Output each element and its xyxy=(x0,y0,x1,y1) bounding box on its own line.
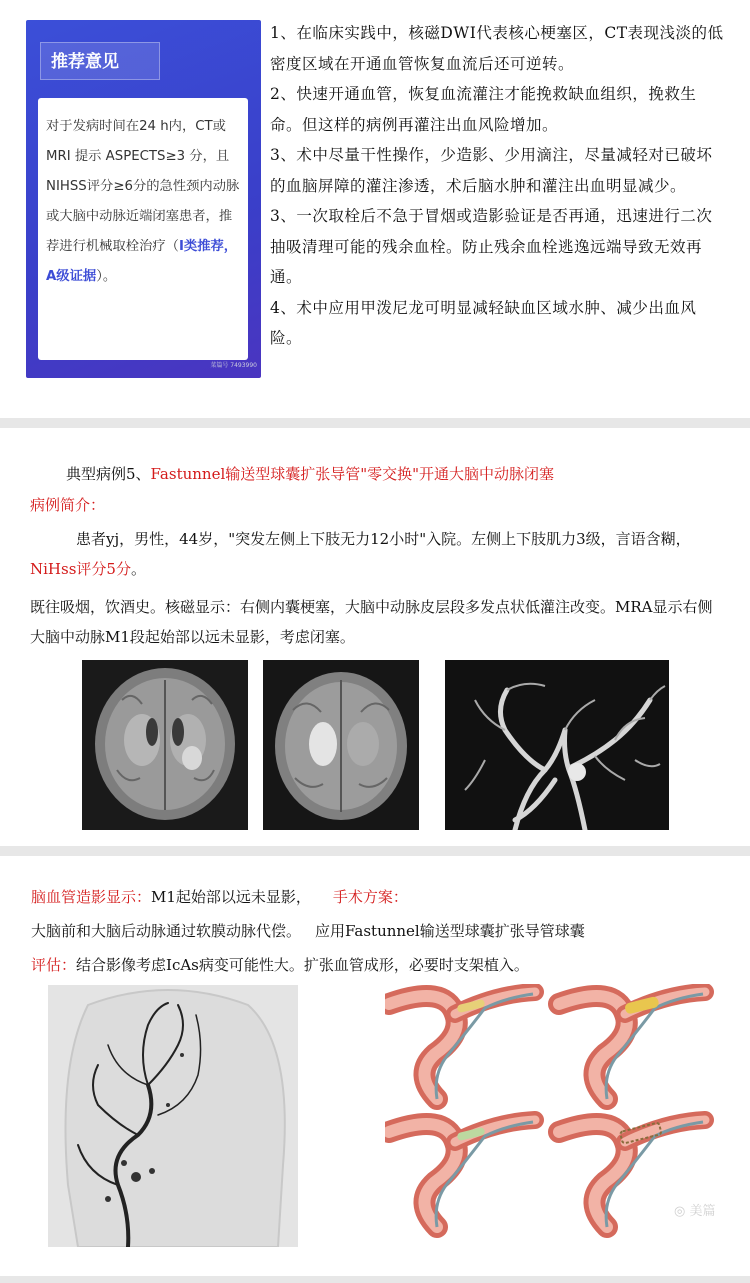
case-paragraph-1 xyxy=(30,524,720,584)
case-paragraph-2: 既往吸烟，饮酒史。核磁显示：右侧内囊梗塞，大脑中动脉皮层段多发点状低灌注改变。MRA显示右侧大脑中动脉M1段起始部以远未显影，考虑闭塞。 xyxy=(30,598,713,646)
balloon-illustration xyxy=(385,984,715,1242)
recommendation-text-end: ）。 xyxy=(96,269,117,284)
angio-text: M1起始部以远未显影， xyxy=(151,888,311,906)
note-item: 2、快速开通血管，恢复血流灌注才能挽救缺血组织，挽救生命。但这样的病例再灌注出血风险增加。 xyxy=(270,85,697,134)
clinical-notes xyxy=(270,18,725,354)
recommendation-body xyxy=(38,98,248,360)
case-heading-title: Fastunnel输送型球囊扩张导管"零交换"开通大脑中动脉闭塞 xyxy=(150,465,555,483)
section-divider xyxy=(0,418,750,428)
note-item: 3、术中尽量干性操作，少造影、少用滴注，尽量减轻对已破坏的血脑屏障的灌注渗透，术后脑水肿和灌注出血明显减少。 xyxy=(270,146,713,195)
note-item: 1、在临床实践中，核磁DWI代表核心梗塞区，CT表现浅淡的低密度区域在开通血管恢复血流后还可逆转。 xyxy=(270,24,724,73)
case-heading-prefix: 典型病例5、 xyxy=(66,465,151,483)
assessment-label: 评估： xyxy=(31,956,77,974)
watermark xyxy=(674,1200,716,1219)
note-item: 4、术中应用甲泼尼龙可明显减轻缺血区域水肿、减少出血风险。 xyxy=(270,298,697,347)
section-divider xyxy=(0,1276,750,1283)
watermark-icon: ◎ xyxy=(674,1204,686,1219)
assessment-text: 结合影像考虑IcAs病变可能性大。扩张血管成形，必要时支架植入。 xyxy=(76,956,529,974)
mra-image xyxy=(445,660,669,830)
section-divider xyxy=(0,846,750,856)
case-history-end: 。 xyxy=(130,560,146,578)
plan-label: 手术方案： xyxy=(332,888,408,906)
case-history-text: 患者yj，男性，44岁，"突发左侧上下肢无力12小时"入院。左侧上下肢肌力3级，言语含糊， xyxy=(76,530,691,548)
angio-line-1 xyxy=(31,882,731,912)
mri-dwi-image-1 xyxy=(82,660,248,830)
nihss-score: NiHss评分5分 xyxy=(30,560,131,578)
assessment-line xyxy=(31,950,746,980)
recommendation-grade: Ⅰ类推荐，A级证据 xyxy=(46,239,238,284)
mri-dwi-image-2 xyxy=(263,660,419,830)
case-intro-label: 病例简介： xyxy=(30,496,106,514)
collateral-text: 大脑前和大脑后动脉通过软膜动脉代偿。 xyxy=(31,922,302,940)
recommendation-footer-note: 菜篇号 7493990 xyxy=(210,362,257,369)
recommendation-title: 推荐意见 xyxy=(40,42,160,80)
angiogram-image xyxy=(48,985,298,1247)
angio-label: 脑血管造影显示： xyxy=(31,888,152,906)
angio-line-2 xyxy=(31,916,746,946)
case-heading xyxy=(66,459,746,489)
plan-text: 应用Fastunnel输送型球囊扩张导管球囊 xyxy=(315,922,585,940)
watermark-text: 美篇 xyxy=(689,1204,716,1219)
note-item: 3、一次取栓后不急于冒烟或造影验证是否再通，迅速进行二次抽吸清理可能的残余血栓。防止残余血栓逃逸远端导致无效再通。 xyxy=(270,207,713,286)
recommendation-text: 对于发病时间在24 h内，CT或MRI 提示 ASPECTS≥3 分，且NIHSS评分≥6分的急性颈内动脉或大脑中动脉近端闭塞患者，推荐进行机械取栓治疗（ xyxy=(46,119,240,254)
